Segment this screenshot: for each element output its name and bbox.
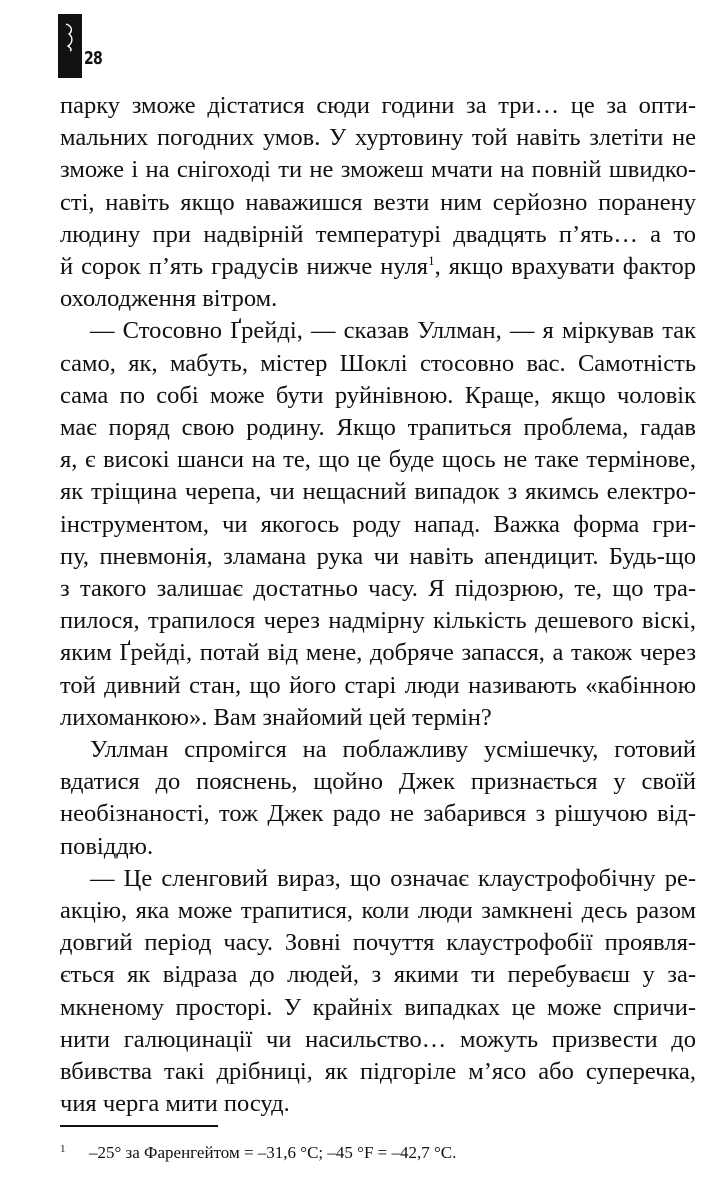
footnote-divider <box>60 1125 218 1127</box>
text-line: яким Ґрейді, потай від мене, добряче запасся, а також через <box>60 639 696 667</box>
text-line: той дивний стан, що його старі люди називають «кабінною <box>60 671 696 699</box>
text-line: інструментом, чи якогось роду напад. Важка форма гри- <box>60 510 696 538</box>
text-line: — Стосовно Ґрейді, — сказав Уллман, — я міркував так <box>90 317 696 345</box>
text-line: мкненому просторі. У крайніх випадках це може спричи- <box>60 993 696 1021</box>
text-line: зможе і на снігоході ти не зможеш мчати на повній швидко- <box>60 156 696 184</box>
text-line: я, є високі шанси на те, що це буде щось не таке термінове, <box>60 446 696 474</box>
text-line: пу, пневмонія, зламана рука чи навіть апендицит. Будь-що <box>60 542 696 570</box>
text-line: пилося, трапилося через надмірну кількість дешевого віскі, <box>60 607 696 635</box>
footnote-mark: 1 <box>60 1143 66 1155</box>
text-line: вбивства такі дрібниці, як підгоріле м’ясо або суперечка, <box>60 1058 696 1086</box>
text-line: само, як, мабуть, містер Шоклі стосовно вас. Самотність <box>60 349 696 377</box>
body-text <box>60 90 696 1121</box>
text-line: — Це сленговий вираз, що означає клаустрофобічну ре- <box>90 864 696 892</box>
footnote-reference: 1 <box>428 253 435 269</box>
text-line: нити галюцинації чи насильство… можуть призвести до <box>60 1025 696 1053</box>
footnote-text: –25° за Фаренгейтом = –31,6 °C; –45 °F = –42,7 °C. <box>89 1143 457 1162</box>
text-line: парку зможе дістатися сюди години за три… це за опти- <box>60 92 696 119</box>
text-line: ється як відраза до людей, з якими ти перебуваєш у за- <box>60 961 696 989</box>
text-line: акцію, яка може трапитися, коли люди замкнені десь разом <box>60 897 696 925</box>
text-line: довгий період часу. Зовні почуття клаустрофобії проявля- <box>60 929 696 957</box>
text-line: чия черга мити посуд. <box>60 1090 290 1118</box>
paragraph <box>60 734 696 863</box>
text-line: як тріщина черепа, чи нещасний випадок з якимсь електро- <box>60 478 696 506</box>
text-line: сама по собі може бути руйнівною. Краще, якщо чоловік <box>60 381 696 409</box>
paragraph <box>60 863 696 1121</box>
text-line: має поряд свою родину. Якщо трапиться проблема, гадав <box>60 414 696 442</box>
page-number: 28 <box>84 48 102 69</box>
text-line: Уллман спромігся на поблажливу усмішечку, готовий <box>90 736 696 764</box>
paragraph <box>60 90 696 315</box>
text-line: людину при надвірній температурі двадцять п’ять… а то <box>60 220 696 248</box>
text-line: охолодження вітром. <box>60 285 278 313</box>
chapter-ornament-icon <box>64 22 76 52</box>
text-line: повіддю. <box>60 832 154 860</box>
text-line: мальних погодних умов. У хуртовину той навіть злетіти не <box>60 124 696 152</box>
text-segment: , якщо врахувати фактор <box>434 253 696 281</box>
footnote <box>60 1138 696 1164</box>
text-line: сті, навіть якщо наважишся везти ним серйозно поранену <box>60 188 696 216</box>
paragraph <box>60 315 696 734</box>
text-line <box>60 251 696 283</box>
text-line: вдатися до пояснень, щойно Джек признається у своїй <box>60 768 696 796</box>
text-line: лихоманкою». Вам знайомий цей термін? <box>60 703 492 731</box>
text-line: з такого залишає достатньо часу. Я підозрюю, те, що тра- <box>60 575 696 603</box>
text-line: необізнаності, тож Джек радо не забарився з рішучою від- <box>60 800 696 828</box>
text-segment: й сорок п’ять градусів нижче нуля <box>60 253 429 281</box>
